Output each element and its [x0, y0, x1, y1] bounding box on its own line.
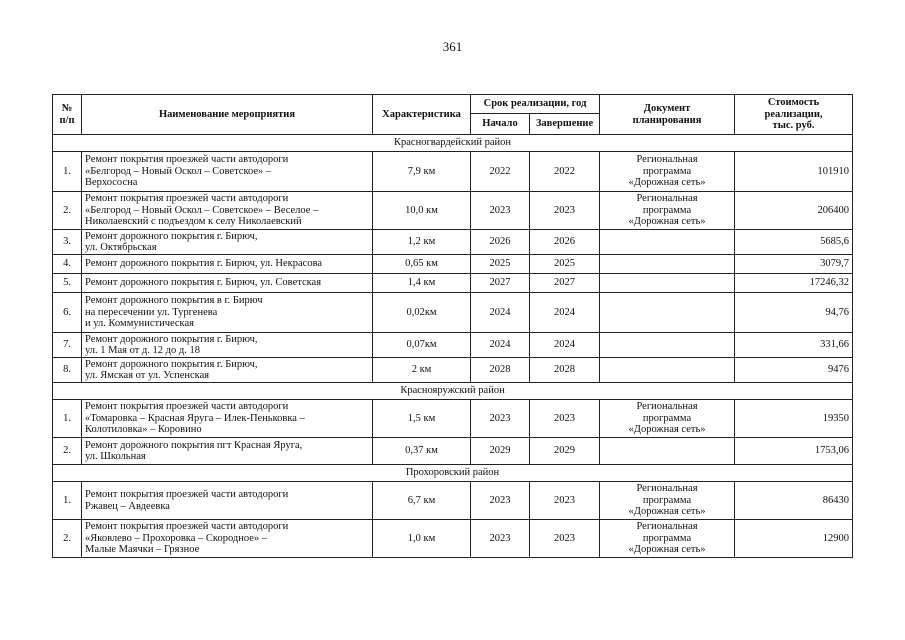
cell-document	[600, 230, 735, 255]
header-cost: Стоимость реализации, тыс. руб.	[735, 95, 853, 135]
cell-num: 4.	[53, 255, 82, 274]
section-row	[53, 135, 853, 152]
cell-characteristic: 10,0 км	[373, 192, 471, 230]
table-row	[53, 152, 853, 192]
cell-characteristic: 1,5 км	[373, 400, 471, 438]
cell-end-year: 2023	[530, 482, 600, 520]
cell-document	[600, 333, 735, 358]
cell-name: Ремонт дорожного покрытия пгт Красная Яруга, ул. Школьная	[82, 438, 373, 465]
cell-document	[600, 293, 735, 333]
cell-start-year: 2028	[471, 358, 530, 383]
header-end: Завершение	[530, 114, 600, 135]
section-row	[53, 465, 853, 482]
cell-characteristic: 2 км	[373, 358, 471, 383]
cell-document	[600, 274, 735, 293]
cell-end-year: 2028	[530, 358, 600, 383]
cell-start-year: 2023	[471, 400, 530, 438]
cell-name: Ремонт дорожного покрытия г. Бирюч, ул. Ямская от ул. Успенская	[82, 358, 373, 383]
cell-start-year: 2022	[471, 152, 530, 192]
section-row	[53, 383, 853, 400]
cell-num: 1.	[53, 482, 82, 520]
cell-end-year: 2023	[530, 400, 600, 438]
cell-start-year: 2024	[471, 333, 530, 358]
cell-document	[600, 438, 735, 465]
cell-num: 1.	[53, 400, 82, 438]
cell-start-year: 2025	[471, 255, 530, 274]
cell-cost: 9476	[735, 358, 853, 383]
cell-name: Ремонт дорожного покрытия г. Бирюч, ул. Советская	[82, 274, 373, 293]
cell-characteristic: 0,07км	[373, 333, 471, 358]
cell-characteristic: 0,02км	[373, 293, 471, 333]
cell-name: Ремонт покрытия проезжей части автодороги «Белгород – Новый Оскол – Советское» – Веселое – Николаевский с подъездом к селу Николаевский	[82, 192, 373, 230]
table-row	[53, 438, 853, 465]
cell-name: Ремонт дорожного покрытия г. Бирюч, ул. Октябрьская	[82, 230, 373, 255]
cell-name: Ремонт покрытия проезжей части автодороги Ржавец – Авдеевка	[82, 482, 373, 520]
cell-end-year: 2026	[530, 230, 600, 255]
cell-name: Ремонт дорожного покрытия г. Бирюч, ул. 1 Мая от д. 12 до д. 18	[82, 333, 373, 358]
table-row	[53, 230, 853, 255]
cell-characteristic: 1,4 км	[373, 274, 471, 293]
header-period: Срок реализации, год	[471, 95, 600, 114]
cell-end-year: 2022	[530, 152, 600, 192]
table-row	[53, 482, 853, 520]
header-characteristic: Характеристика	[373, 95, 471, 135]
cell-end-year: 2023	[530, 192, 600, 230]
cell-start-year: 2027	[471, 274, 530, 293]
cell-document: Региональная программа «Дорожная сеть»	[600, 400, 735, 438]
cell-document: Региональная программа «Дорожная сеть»	[600, 192, 735, 230]
cell-characteristic: 1,2 км	[373, 230, 471, 255]
cell-characteristic: 0,37 км	[373, 438, 471, 465]
cell-cost: 3079,7	[735, 255, 853, 274]
header-name: Наименование мероприятия	[82, 95, 373, 135]
cell-characteristic: 7,9 км	[373, 152, 471, 192]
page-number: 361	[442, 39, 463, 54]
cell-num: 2.	[53, 438, 82, 465]
cell-start-year: 2026	[471, 230, 530, 255]
table-row	[53, 400, 853, 438]
cell-name: Ремонт дорожного покрытия г. Бирюч, ул. Некрасова	[82, 255, 373, 274]
cell-end-year: 2024	[530, 333, 600, 358]
cell-cost: 5685,6	[735, 230, 853, 255]
cell-document: Региональная программа «Дорожная сеть»	[600, 152, 735, 192]
cell-num: 6.	[53, 293, 82, 333]
cell-document	[600, 358, 735, 383]
cell-cost: 17246,32	[735, 274, 853, 293]
cell-cost: 331,66	[735, 333, 853, 358]
header-start: Начало	[471, 114, 530, 135]
cell-name: Ремонт дорожного покрытия в г. Бирюч на пересечении ул. Тургенева и ул. Коммунистическая	[82, 293, 373, 333]
cell-name: Ремонт покрытия проезжей части автодороги «Белгород – Новый Оскол – Советское» – Верхососна	[82, 152, 373, 192]
cell-cost: 206400	[735, 192, 853, 230]
cell-cost: 86430	[735, 482, 853, 520]
cell-end-year: 2023	[530, 520, 600, 558]
cell-num: 8.	[53, 358, 82, 383]
table-row	[53, 255, 853, 274]
table-header	[53, 95, 853, 135]
table-row	[53, 333, 853, 358]
cell-cost: 94,76	[735, 293, 853, 333]
cell-start-year: 2023	[471, 520, 530, 558]
header-num: № п/п	[53, 95, 82, 135]
cell-end-year: 2024	[530, 293, 600, 333]
section-title: Красногвардейский район	[53, 135, 853, 152]
cell-name: Ремонт покрытия проезжей части автодороги «Яковлево – Прохоровка – Скородное» – Малые Маячки – Грязное	[82, 520, 373, 558]
cell-num: 2.	[53, 520, 82, 558]
cell-num: 3.	[53, 230, 82, 255]
cell-name: Ремонт покрытия проезжей части автодороги «Томаровка – Красная Яруга – Илек-Пеньковка – Колотиловка» – Коровино	[82, 400, 373, 438]
cell-characteristic: 6,7 км	[373, 482, 471, 520]
cell-end-year: 2025	[530, 255, 600, 274]
section-title: Краснояружский район	[53, 383, 853, 400]
cell-cost: 1753,06	[735, 438, 853, 465]
cell-end-year: 2029	[530, 438, 600, 465]
cell-cost: 101910	[735, 152, 853, 192]
cell-characteristic: 1,0 км	[373, 520, 471, 558]
cell-document: Региональная программа «Дорожная сеть»	[600, 520, 735, 558]
cell-num: 2.	[53, 192, 82, 230]
header-document: Документ планирования	[600, 95, 735, 135]
cell-characteristic: 0,65 км	[373, 255, 471, 274]
cell-start-year: 2023	[471, 482, 530, 520]
road-repair-table	[52, 94, 853, 558]
cell-document: Региональная программа «Дорожная сеть»	[600, 482, 735, 520]
cell-num: 5.	[53, 274, 82, 293]
cell-end-year: 2027	[530, 274, 600, 293]
cell-cost: 19350	[735, 400, 853, 438]
table-row	[53, 274, 853, 293]
cell-cost: 12900	[735, 520, 853, 558]
cell-num: 1.	[53, 152, 82, 192]
table-row	[53, 293, 853, 333]
cell-start-year: 2023	[471, 192, 530, 230]
cell-start-year: 2024	[471, 293, 530, 333]
table-row	[53, 358, 853, 383]
table-row	[53, 192, 853, 230]
table-row	[53, 520, 853, 558]
cell-num: 7.	[53, 333, 82, 358]
cell-document	[600, 255, 735, 274]
cell-start-year: 2029	[471, 438, 530, 465]
section-title: Прохоровский район	[53, 465, 853, 482]
table-body	[53, 135, 853, 558]
